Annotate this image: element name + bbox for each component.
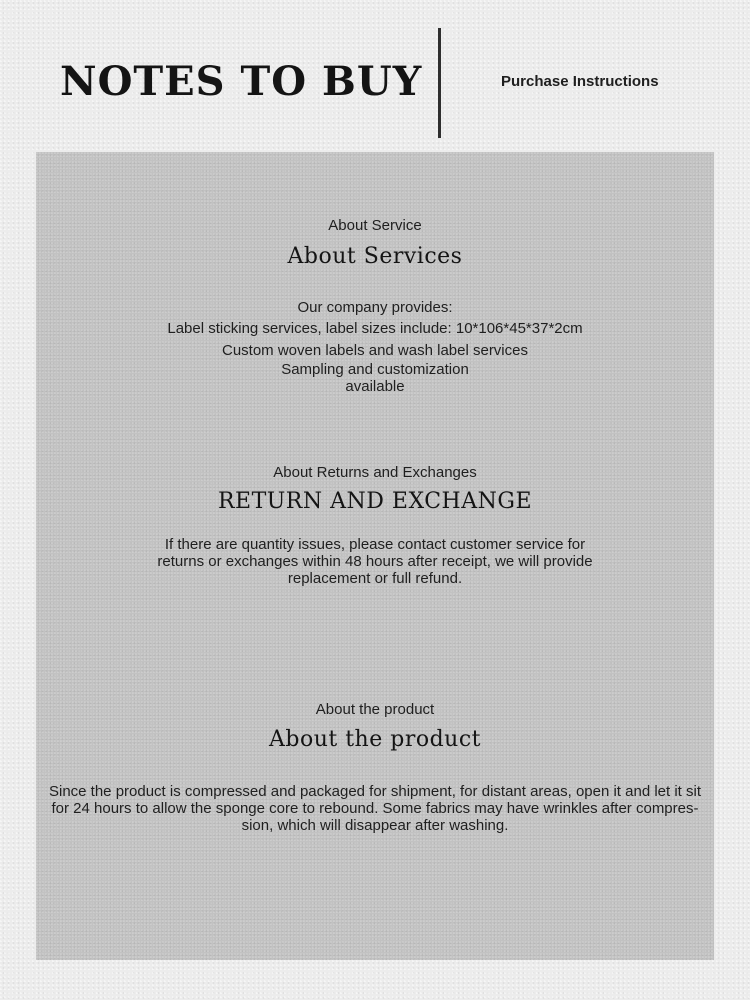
services-line-1: Our company provides:: [297, 299, 453, 316]
product-line-2: for 24 hours to allow the sponge core to rebound. Some fabrics may have wrinkles after compres-: [51, 800, 699, 817]
services-line-2: Label sticking services, label sizes include: 10*106*45*37*2cm: [167, 320, 583, 337]
services-line-5: available: [345, 378, 405, 395]
header-divider: [438, 28, 441, 138]
product-label: About the product: [315, 701, 435, 718]
services-line-4: Sampling and customization: [281, 361, 469, 378]
product-line-3: sion, which will disappear after washing.: [241, 817, 509, 834]
services-line-3: Custom woven labels and wash label services: [222, 342, 528, 359]
product-heading: About the product: [269, 727, 481, 752]
returns-body: [0, 536, 750, 587]
product-body: [0, 783, 750, 834]
services-heading: About Services: [287, 244, 463, 269]
returns-heading: RETURN AND EXCHANGE: [217, 489, 533, 514]
returns-line-2: returns or exchanges within 48 hours after receipt, we will provide: [157, 553, 593, 570]
returns-line-3: replacement or full refund.: [287, 570, 463, 587]
services-label: About Service: [328, 217, 422, 234]
returns-line-1: If there are quantity issues, please contact customer service for: [164, 536, 586, 553]
page-title: NOTES TO BUY: [60, 58, 423, 105]
product-line-1: Since the product is compressed and packaged for shipment, for distant areas, open it and let it sit: [48, 783, 702, 800]
page-subtitle: Purchase Instructions: [501, 73, 659, 90]
returns-label: About Returns and Exchanges: [273, 464, 477, 481]
